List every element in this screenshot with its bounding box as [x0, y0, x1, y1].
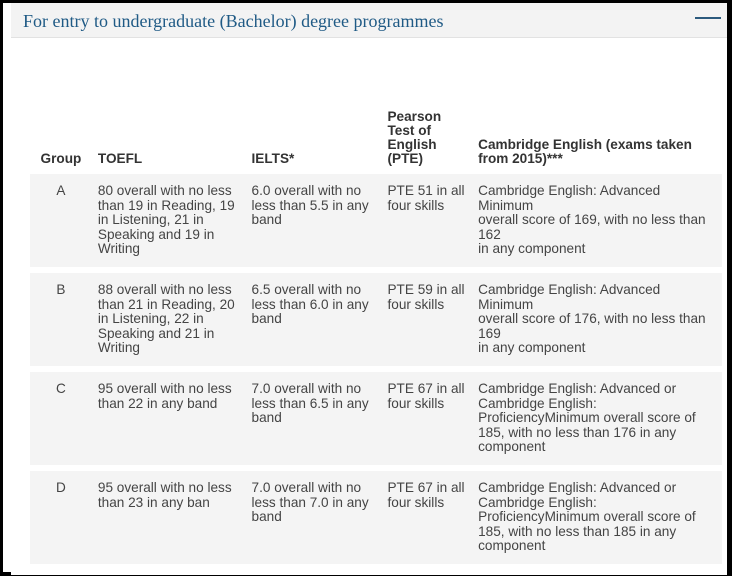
cell-group: C [30, 372, 92, 465]
cell-ielts: 6.0 overall with no less than 5.5 in any band [246, 174, 382, 267]
cambridge-line: Cambridge English: Advanced or Cambridge English: ProficiencyMinimum overall score of 185, with no less than 176 in any component [478, 380, 696, 455]
panel-title[interactable]: For entry to undergraduate (Bachelor) degree programmes [23, 11, 444, 31]
cambridge-line: in any component [478, 241, 586, 257]
cell-ielts: 7.0 overall with no less than 7.0 in any band [246, 471, 382, 564]
cell-cambridge [472, 273, 722, 366]
cell-toefl: 88 overall with no less than 21 in Reading, 20 in Listening, 22 in Speaking and 21 in Writing [92, 273, 246, 366]
header-cambridge: Cambridge English (exams taken from 2015)*** [478, 137, 692, 166]
cell-pte: PTE 67 in all four skills [381, 372, 472, 465]
header-group: Group [40, 151, 82, 166]
cell-toefl: 95 overall with no less than 22 in any band [92, 372, 246, 465]
cambridge-line: in any component [478, 340, 586, 356]
cell-toefl: 80 overall with no less than 19 in Reading, 19 in Listening, 21 in Speaking and 19 in Writing [92, 174, 246, 267]
table-row [30, 174, 722, 267]
language-requirements-table [30, 98, 722, 570]
cell-cambridge [472, 471, 722, 564]
table-header-row [30, 104, 722, 168]
cell-cambridge [472, 372, 722, 465]
table-row [30, 471, 722, 564]
cell-toefl: 95 overall with no less than 23 in any ban [92, 471, 246, 564]
cambridge-line: Cambridge English: Advanced or Cambridge English: ProficiencyMinimum overall score of 185, with no less than 185 in any component [478, 479, 696, 554]
table-row [30, 273, 722, 366]
cell-group: D [30, 471, 92, 564]
table-row [30, 372, 722, 465]
cambridge-line: overall score of 169, with no less than 162 [478, 212, 706, 242]
cell-cambridge [472, 174, 722, 267]
accordion-header[interactable] [11, 3, 727, 38]
header-toefl: TOEFL [97, 151, 143, 166]
cambridge-line: Cambridge English: Advanced Minimum [478, 183, 661, 213]
cell-group: A [30, 174, 92, 267]
cambridge-line: overall score of 176, with no less than 169 [478, 311, 706, 341]
cell-pte: PTE 51 in all four skills [381, 174, 472, 267]
cell-pte: PTE 59 in all four skills [381, 273, 472, 366]
header-ielts: IELTS* [251, 151, 295, 166]
cell-ielts: 6.5 overall with no less than 6.0 in any band [246, 273, 382, 366]
cell-ielts: 7.0 overall with no less than 6.5 in any band [246, 372, 382, 465]
cell-group: B [30, 273, 92, 366]
cambridge-line: Cambridge English: Advanced Minimum [478, 281, 661, 312]
cell-pte: PTE 67 in all four skills [381, 471, 472, 564]
header-pte: Pearson Test of English (PTE) [387, 109, 442, 166]
collapse-minus-icon[interactable] [695, 17, 721, 19]
